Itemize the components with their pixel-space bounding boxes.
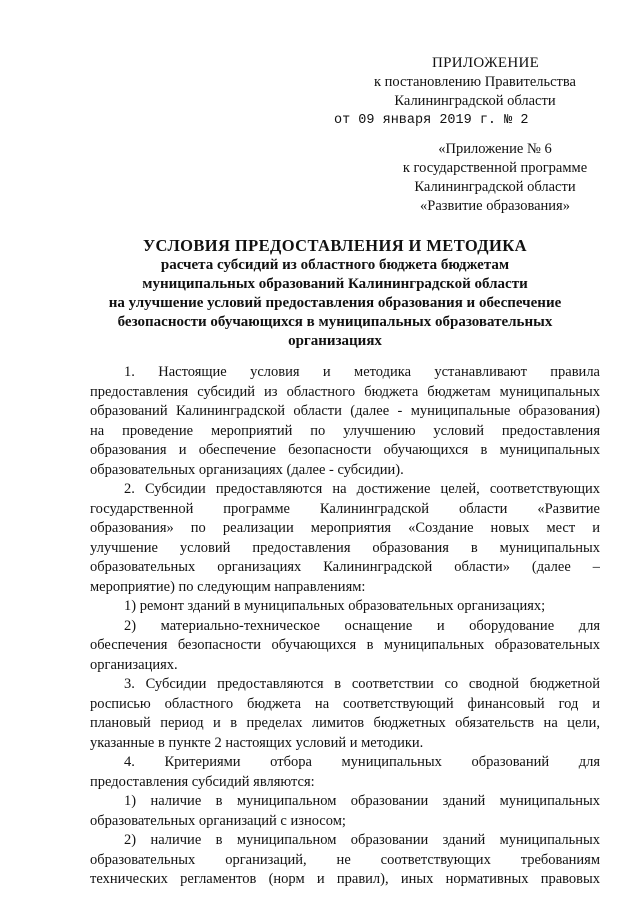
body-line: образовательных организаций, не соответствующих требованиям xyxy=(90,851,600,868)
body-line: росписью областного бюджета на соответствующий финансовый год и xyxy=(90,695,600,712)
body-line: предоставления субсидий являются: xyxy=(90,773,315,790)
appendix-date-line: от 09 января 2019 г. № 2 xyxy=(334,113,529,128)
body-line: 1. Настоящие условия и методика устанавливают правила xyxy=(124,364,600,380)
body-line: организациях. xyxy=(90,656,178,673)
body-line: 3. Субсидии предоставляются в соответствии со сводной бюджетной xyxy=(124,676,600,692)
body-line: 4. Критериями отбора муниципальных образований для xyxy=(124,754,600,770)
appendix-line-2: Калининградской области xyxy=(394,93,556,109)
body-line: технических регламентов (норм и правил), иных нормативных правовых xyxy=(90,871,600,887)
program-ref-line-2: к государственной программе xyxy=(402,160,588,176)
document-title-sub-2: муниципальных образований Калининградской области xyxy=(142,276,528,292)
body-line: улучшение условий предоставления образования в муниципальных xyxy=(90,539,600,556)
appendix-line-1: к постановлению Правительства xyxy=(374,74,576,90)
body-line: государственной программе Калининградской области «Развитие xyxy=(90,500,600,517)
body-line: образовательных организациях Калининградской области» (далее – xyxy=(90,559,600,575)
body-line: образования и обеспечение безопасности обучающихся в муниципальных xyxy=(90,442,600,458)
body-line: 2) материально-техническое оснащение и оборудование для xyxy=(124,617,600,634)
document-title xyxy=(60,236,610,351)
program-ref-line-1: «Приложение № 6 xyxy=(438,141,552,157)
program-ref-line-3: Калининградской области xyxy=(414,179,576,195)
body-line: обеспечения безопасности обучающихся в муниципальных образовательных xyxy=(90,637,600,653)
appendix-title: ПРИЛОЖЕНИЕ xyxy=(432,55,540,71)
body-line: 1) ремонт зданий в муниципальных образовательных организациях; xyxy=(124,598,546,614)
body-line: предоставления субсидий из областного бюджета бюджетам муниципальных xyxy=(90,383,600,400)
body-line: мероприятие) по следующим направлениям: xyxy=(90,578,366,595)
body-line: 2) наличие в муниципальном образовании зданий муниципальных xyxy=(124,832,600,848)
body-line: образовательных организациях (далее - субсидии). xyxy=(90,461,404,478)
body-line: 1) наличие в муниципальном образовании зданий муниципальных xyxy=(124,793,600,809)
document-title-main: УСЛОВИЯ ПРЕДОСТАВЛЕНИЯ И МЕТОДИКА xyxy=(143,236,527,255)
document-title-sub-3: на улучшение условий предоставления образования и обеспечение xyxy=(108,295,562,311)
body-line: на проведение мероприятий по улучшению условий предоставления xyxy=(90,422,600,439)
body-line: образовательных организаций с износом; xyxy=(90,812,346,829)
body-line: образований Калининградской области (далее - муниципальные образования) xyxy=(90,403,600,419)
document-body xyxy=(90,363,600,890)
document-title-sub-1: расчета субсидий из областного бюджета бюджетам xyxy=(160,257,510,273)
appendix-header xyxy=(334,54,610,130)
document-title-sub-4: безопасности обучающихся в муниципальных образовательных xyxy=(117,314,553,330)
document-title-sub-5: организациях xyxy=(288,333,382,349)
program-ref-line-4: «Развитие образования» xyxy=(420,198,570,214)
body-line: образования» по реализации мероприятия «Создание новых мест и xyxy=(90,520,600,536)
body-line: 2. Субсидии предоставляются на достижение целей, соответствующих xyxy=(124,481,600,497)
body-line: плановый период и в пределах лимитов бюджетных обязательств на цели, xyxy=(90,715,600,731)
program-reference xyxy=(380,140,610,216)
body-line: указанные в пункте 2 настоящих условий и методики. xyxy=(90,734,424,751)
